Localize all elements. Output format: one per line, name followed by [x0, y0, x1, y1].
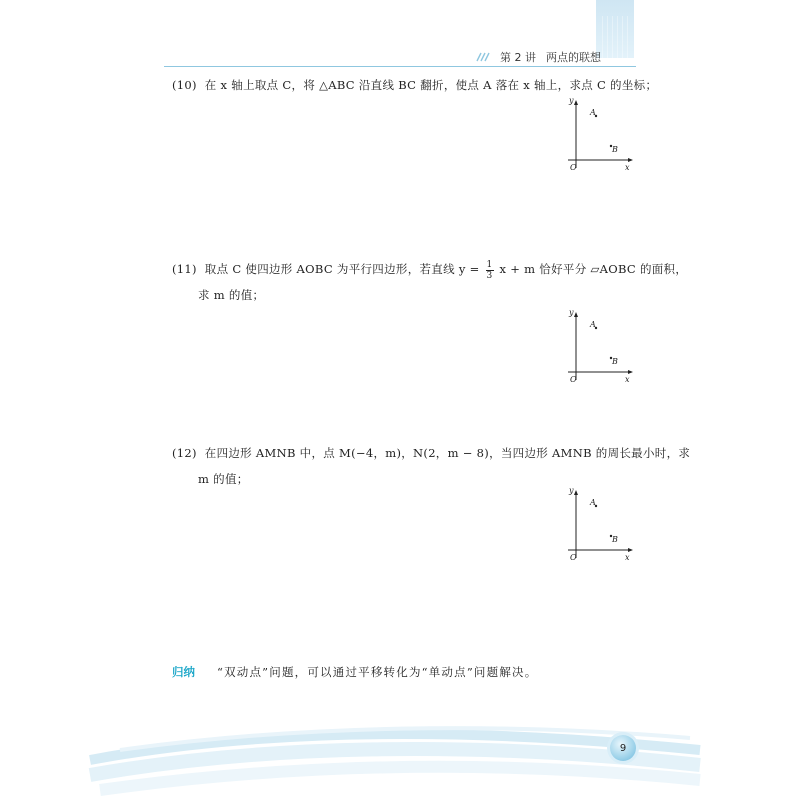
- point-a-label: A: [590, 498, 596, 507]
- x-axis-label: x: [625, 163, 630, 172]
- point-b-label: B: [612, 357, 618, 366]
- point-b-label: B: [612, 535, 618, 544]
- point-b-label: B: [612, 145, 618, 154]
- problem-text-line1: 在四边形 AMNB 中，点 M(−4，m)，N(2，m − 8)，当四边形 AMNB 的周长最小时，求: [204, 446, 691, 460]
- lecture-title: 两点的联想: [546, 51, 601, 64]
- problem-text-part2: x + m 恰好平分 ▱AOBC 的面积，: [499, 262, 688, 276]
- fraction-denominator: 3: [486, 270, 493, 281]
- summary-note: [172, 663, 537, 681]
- summary-text: “双动点”问题，可以通过平移转化为“单动点”问题解决。: [217, 665, 538, 679]
- x-axis-label: x: [625, 553, 630, 562]
- problem-11: [172, 256, 688, 308]
- problem-number: (11): [172, 262, 197, 276]
- y-axis-label: y: [569, 308, 574, 317]
- footer-wave-decoration: [0, 720, 800, 800]
- problem-text-line2: m 的值；: [198, 472, 249, 486]
- origin-label: O: [570, 375, 577, 384]
- problem-text-line2: 求 m 的值；: [198, 288, 265, 302]
- page-header: [476, 50, 636, 64]
- page-number-badge: [610, 735, 636, 761]
- problem-12: [172, 440, 691, 492]
- point-a-label: A: [590, 320, 596, 329]
- origin-label: O: [570, 163, 577, 172]
- problem-text-part1: 取点 C 使四边形 AOBC 为平行四边形，若直线 y =: [204, 262, 480, 276]
- problem-text: 在 x 轴上取点 C，将 △ABC 沿直线 BC 翻折，使点 A 落在 x 轴上，求点 C 的坐标；: [204, 78, 658, 92]
- page-number: 9: [619, 742, 627, 754]
- header-stripes-icon: [476, 52, 490, 62]
- problem-number: (12): [172, 446, 197, 460]
- y-axis-label: y: [569, 96, 574, 105]
- header-rule: [164, 66, 636, 67]
- point-a-label: A: [590, 108, 596, 117]
- summary-label: 归纳: [172, 665, 195, 679]
- x-axis-label: x: [625, 375, 630, 384]
- y-axis-label: y: [569, 486, 574, 495]
- problem-10: [172, 72, 658, 98]
- fraction: [486, 260, 494, 281]
- fraction-numerator: 1: [486, 259, 493, 270]
- origin-label: O: [570, 553, 577, 562]
- problem-number: (10): [172, 78, 197, 92]
- lecture-number: 第 2 讲: [500, 51, 536, 64]
